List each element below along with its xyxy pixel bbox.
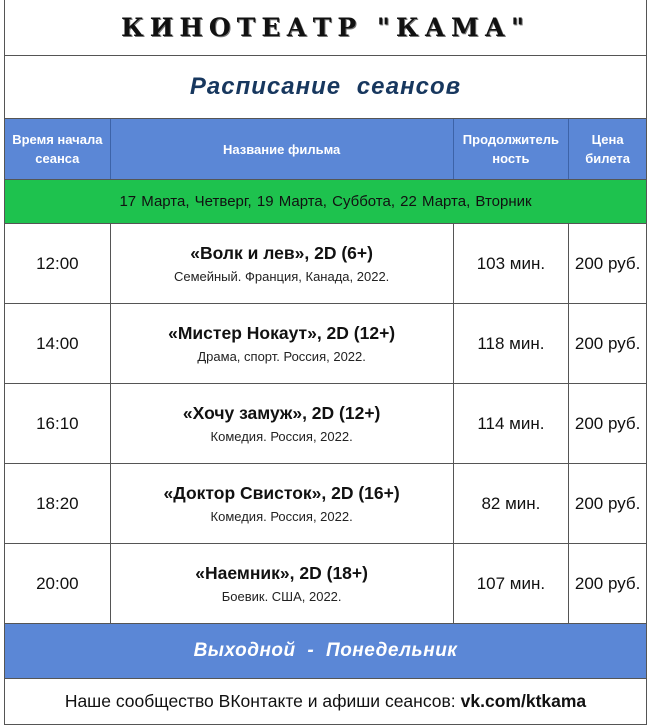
ticket-price: 200 руб.	[574, 413, 641, 433]
session-time: 16:10	[5, 384, 111, 463]
film-cell	[111, 464, 454, 543]
table-row	[5, 224, 646, 304]
session-time: 18:20	[5, 464, 111, 543]
column-header-duration: Продолжитель ность	[454, 119, 570, 179]
column-header-start-time: Время начала сеанса	[5, 119, 111, 179]
footer-row	[5, 679, 646, 725]
table-row	[5, 304, 646, 384]
cinema-title: КИНОТЕАТР "КАМА"	[120, 13, 531, 42]
film-cell	[111, 224, 454, 303]
film-cell	[111, 304, 454, 383]
vk-link[interactable]: vk.com/ktkama	[460, 691, 587, 711]
session-duration: 103 мин.	[454, 224, 570, 303]
film-info: Комедия. Россия, 2022.	[210, 429, 353, 444]
schedule-sheet	[4, 0, 647, 725]
schedule-subtitle: Расписание сеансов	[189, 73, 462, 100]
film-info: Комедия. Россия, 2022.	[210, 509, 353, 524]
film-title: «Наемник», 2D (18+)	[195, 563, 368, 583]
session-duration: 118 мин.	[454, 304, 570, 383]
ticket-price: 200 руб.	[574, 333, 641, 353]
session-duration: 82 мин.	[454, 464, 570, 543]
footer-text: Наше сообщество ВКонтакте и афиши сеансов:	[64, 691, 456, 711]
day-off-row	[5, 624, 646, 679]
film-info: Боевик. США, 2022.	[221, 589, 342, 604]
subtitle-row	[5, 56, 646, 119]
table-header	[5, 119, 646, 180]
film-info: Драма, спорт. Россия, 2022.	[197, 349, 366, 364]
film-title: «Мистер Нокаут», 2D (12+)	[168, 323, 396, 343]
column-header-price: Цена билета	[585, 132, 630, 166]
ticket-price: 200 руб.	[574, 253, 641, 273]
ticket-price: 200 руб.	[574, 493, 641, 513]
ticket-price: 200 руб.	[574, 573, 641, 593]
column-header-film-title: Название фильма	[111, 119, 454, 179]
session-duration: 114 мин.	[454, 384, 570, 463]
session-duration: 107 мин.	[454, 544, 570, 623]
title-row	[5, 0, 646, 56]
session-time: 20:00	[5, 544, 111, 623]
table-row	[5, 384, 646, 464]
film-cell	[111, 544, 454, 623]
session-time: 14:00	[5, 304, 111, 383]
film-cell	[111, 384, 454, 463]
dates-row: 17 Марта, Четверг, 19 Марта, Суббота, 22 Марта, Вторник	[5, 180, 646, 224]
day-off-label: Выходной - Понедельник	[193, 640, 458, 661]
sessions-list	[5, 224, 646, 624]
film-title: «Волк и лев», 2D (6+)	[190, 243, 373, 263]
session-time: 12:00	[5, 224, 111, 303]
film-title: «Хочу замуж», 2D (12+)	[182, 403, 381, 423]
table-row	[5, 464, 646, 544]
table-row	[5, 544, 646, 624]
film-title: «Доктор Свисток», 2D (16+)	[163, 483, 400, 503]
film-info: Семейный. Франция, Канада, 2022.	[173, 269, 390, 284]
